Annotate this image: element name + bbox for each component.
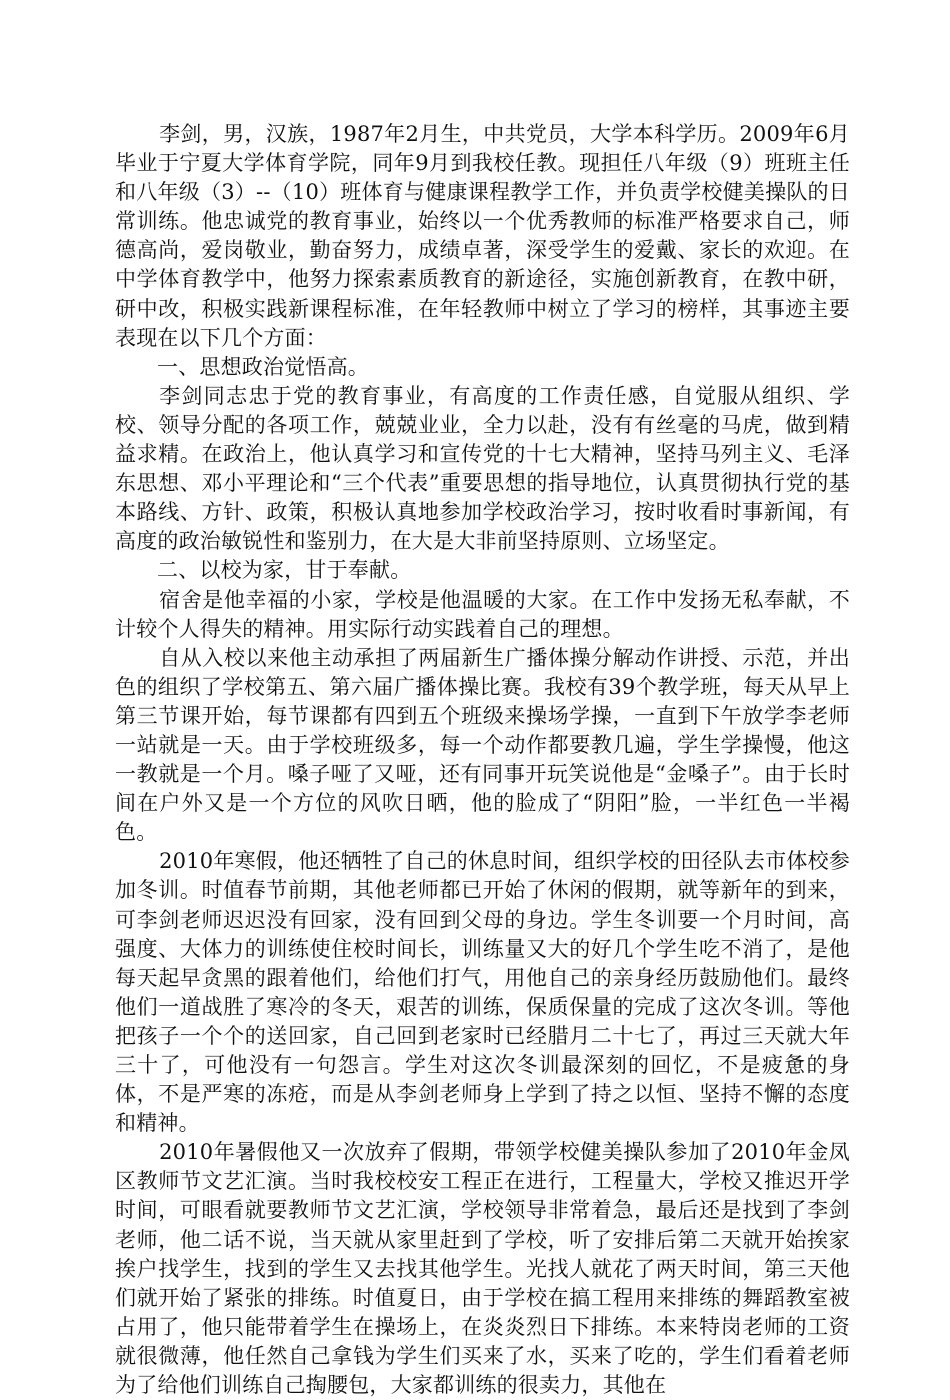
section-heading-1: 一、思想政治觉悟高。 xyxy=(157,354,369,379)
section-2-paragraph-3: 2010年寒假，他还牺牲了自己的休息时间，组织学校的田径队去市体校参加冬训。时值春节前期，其他老师都已开始了休闲的假期，就等新年的到来，可李剑老师迟迟没有回家，没有回到父母的身边。学生冬训要一个月时间，高强度、大体力的训练使住校时间长，训练量又大的好几个学生吃不消了，是他每天起早贪黑的跟着他们，给他们打气，用他自己的亲身经历鼓励他们。最终他们一道战胜了寒冷的冬天，艰苦的训练，保质保量的完成了这次冬训。等他把孩子一个个的送回家，自己回到老家时已经腊月二十七了，再过三天就大年三十了，可他没有一句怨言。学生对这次冬训最深刻的回忆，不是疲惫的身体，不是严寒的冻疮，而是从李剑老师身上学到了持之以恒、坚持不懈的态度和精神。 xyxy=(115,849,850,1136)
intro-paragraph: 李剑，男，汉族，1987年2月生，中共党员，大学本科学历。2009年6月毕业于宁夏大学体育学院，同年9月到我校任教。现担任八年级（9）班班主任和八年级（3）--（10）班体育与健康课程教学工作，并负责学校健美操队的日常训练。他忠诚党的教育事业，始终以一个优秀教师的标准严格要求自己，师德高尚，爱岗敬业，勤奋努力，成绩卓著，深受学生的爱戴、家长的欢迎。在中学体育教学中，他努力探索素质教育的新途径，实施创新教育，在教中研，研中改，积极实践新课程标准，在年轻教师中树立了学习的榜样，其事迹主要表现在以下几个方面： xyxy=(115,122,850,350)
section-heading-2: 二、以校为家，甘于奉献。 xyxy=(157,558,412,583)
section-2-paragraph-4: 2010年暑假他又一次放弃了假期，带领学校健美操队参加了2010年金凤区教师节文艺汇演。当时我校校安工程正在进行，工程量大，学校又推迟开学时间，可眼看就要教师节文艺汇演，学校领导非常着急，最后还是找到了李剑老师，他二话不说，当天就从家里赶到了学校，听了安排后第二天就开始挨家挨户找学生，找到的学生又去找其他学生。光找人就花了两天时间，第三天他们就开始了紧张的排练。时值夏日，由于学校在搞工程用来排练的舞蹈教室被占用了，他只能带着学生在操场上，在炎炎烈日下排练。本来特岗老师的工资就很微薄，他任然自己拿钱为学生们买来了水，买来了吃的，学生们看着老师为了给他们训练自己掏腰包，大家都训练的很卖力，其他在 xyxy=(115,1140,850,1398)
document-body xyxy=(115,120,850,1400)
section-2-paragraph-1: 宿舍是他幸福的小家，学校是他温暖的大家。在工作中发扬无私奉献，不计较个人得失的精神。用实际行动实践着自己的理想。 xyxy=(115,587,850,641)
section-1-paragraph: 李剑同志忠于党的教育事业，有高度的工作责任感，自觉服从组织、学校、领导分配的各项工作，兢兢业业，全力以赴，没有有丝毫的马虎，做到精益求精。在政治上，他认真学习和宣传党的十七大精神，坚持马列主义、毛泽东思想、邓小平理论和“三个代表”重要思想的指导地位，认真贯彻执行党的基本路线、方针、政策，积极认真地参加学校政治学习，按时收看时事新闻，有高度的政治敏锐性和鉴别力，在大是大非前坚持原则、立场坚定。 xyxy=(115,383,850,554)
section-2-paragraph-2: 自从入校以来他主动承担了两届新生广播体操分解动作讲授、示范，并出色的组织了学校第五、第六届广播体操比赛。我校有39个教学班，每天从早上第三节课开始，每节课都有四到五个班级来操场学操，一直到下午放学李老师一站就是一天。由于学校班级多，每一个动作都要教几遍，学生学操慢，他这一教就是一个月。嗓子哑了又哑，还有同事开玩笑说他是“金嗓子”。由于长时间在户外又是一个方位的风吹日晒，他的脸成了“阴阳”脸，一半红色一半褐色。 xyxy=(115,645,850,845)
